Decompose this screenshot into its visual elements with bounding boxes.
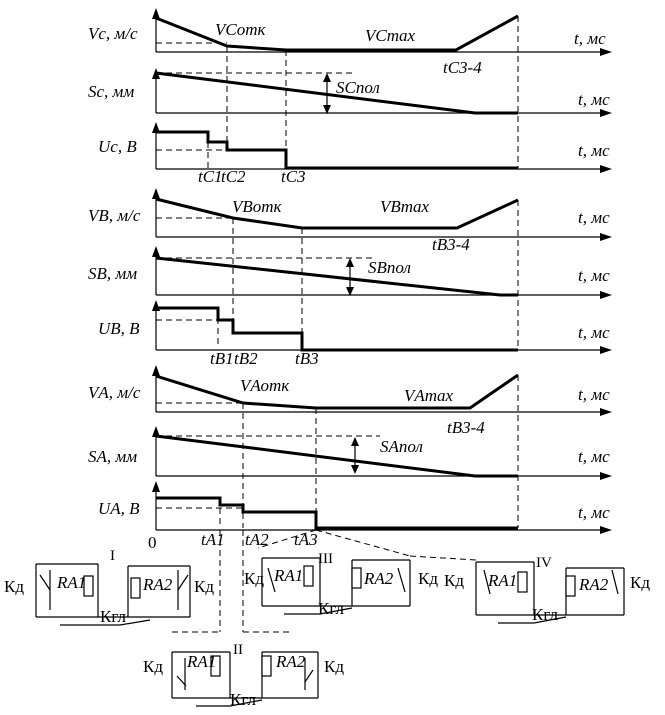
s-pol-arrows (323, 73, 359, 474)
schematic-stage-2 (143, 642, 344, 709)
stage-3-ra2: RА2 (364, 569, 394, 588)
va-t34-label: tВ3-4 (447, 418, 485, 437)
stage-3-label: III (318, 551, 333, 567)
stage-3-kd-left: Кд (244, 569, 264, 588)
va-otk-label: VАотк (240, 376, 290, 395)
ub-label: UВ, В (98, 319, 140, 338)
sb-pol-label: SВпол (368, 258, 411, 277)
schematic-stage-3 (244, 551, 438, 618)
stage-3-ra1: RА1 (274, 566, 304, 585)
stage-1-kd-left: Кд (4, 577, 24, 596)
vb-t34-label: tВ3-4 (432, 235, 470, 254)
uc-t3-label: tC3 (281, 167, 306, 186)
vb-max-label: VВmax (380, 197, 430, 216)
va-t-label: t, мс (578, 385, 610, 404)
stage-1-label: I (110, 548, 115, 564)
stage-4-kgl: Кгл (532, 605, 558, 624)
stage-2-kgl: Кгл (230, 690, 256, 709)
ua-t1-label: tА1 (201, 530, 225, 549)
vb-otk-label: VВотк (232, 197, 282, 216)
ua-label: UА, В (98, 499, 140, 518)
stage-1-ra2: RА2 (143, 575, 173, 594)
ub-curve (156, 308, 518, 350)
vc-curve (156, 16, 518, 50)
stage-2-kd-right: Кд (324, 657, 344, 676)
vb-label: VВ, м/с (88, 206, 141, 225)
vb-curve (156, 199, 518, 228)
stage-4-label: IV (536, 555, 552, 571)
ua-curve (156, 498, 518, 528)
sb-label: SВ, мм (88, 264, 138, 283)
va-label: VА, м/с (88, 383, 141, 402)
time-axis-labels (148, 29, 610, 552)
schematic-stage-4 (444, 555, 650, 624)
panel-labels (88, 24, 141, 518)
curve-annotations (198, 20, 485, 549)
sa-curve (156, 436, 518, 476)
sb-t-label: t, мс (578, 266, 610, 285)
uc-label: Uс, В (98, 137, 137, 156)
origin-label: 0 (148, 533, 157, 552)
ub-t1-label: tВ1 (210, 349, 234, 368)
stage-3-kgl: Кгл (318, 599, 344, 618)
sb-curve (156, 258, 518, 295)
sc-pol-label: SCпол (336, 78, 380, 97)
sc-t-label: t, мс (578, 90, 610, 109)
vc-t-label: t, мс (574, 29, 606, 48)
ub-t-label: t, мс (578, 323, 610, 342)
stage-4-kd-left: Кд (444, 571, 464, 590)
ub-t3-label: tВ3 (295, 349, 319, 368)
uc-t2-label: tC2 (221, 167, 246, 186)
stage-1-kd-right: Кд (194, 577, 214, 596)
sc-label: Sс, мм (88, 82, 135, 101)
schematic-stage-1 (4, 548, 214, 626)
sa-label: SА, мм (88, 447, 138, 466)
stage-4-ra1: RА1 (488, 571, 518, 590)
sa-pol-label: SАпол (380, 437, 423, 456)
stage-1-kgl: Кгл (100, 607, 126, 626)
vc-otk-label: VCотк (215, 20, 266, 39)
ua-t-label: t, мс (578, 503, 610, 522)
stage-4-ra2: RА2 (579, 575, 609, 594)
sa-t-label: t, мс (578, 447, 610, 466)
stage-3-kd-right: Кд (418, 569, 438, 588)
ua-t2-label: tА2 (245, 530, 269, 549)
stage-2-ra1: RА1 (187, 652, 217, 671)
stage-2-label: II (233, 642, 243, 658)
uc-t1-label: tC1 (198, 167, 223, 186)
vc-max-label: VCmax (365, 26, 416, 45)
va-max-label: VАmax (404, 386, 454, 405)
stage-4-kd-right: Кд (630, 573, 650, 592)
uc-t-label: t, мс (578, 141, 610, 160)
stage-1-ra1: RА1 (57, 573, 87, 592)
vb-t-label: t, мс (578, 208, 610, 227)
stage-2-ra2: RА2 (276, 652, 306, 671)
ua-t3-label: tА3 (294, 530, 318, 549)
vc-t34-label: tC3-4 (443, 58, 482, 77)
stage-2-kd-left: Кд (143, 657, 163, 676)
vc-label: Vс, м/с (88, 24, 138, 43)
ub-t2-label: tВ2 (234, 349, 258, 368)
